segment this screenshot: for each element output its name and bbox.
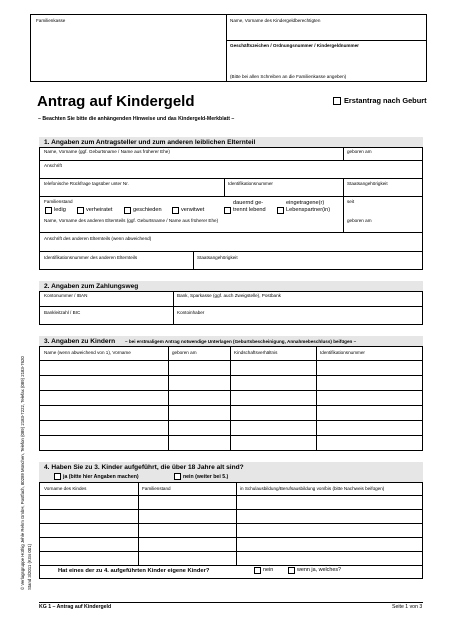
s4-row-line (39, 509, 423, 510)
s1-id-label: Identifikationsnummer (228, 181, 273, 186)
s1-familienstand-label: Familienstand (44, 199, 73, 204)
s1-id-anderer-label: Identifikationsnummer des anderen Elternteils (44, 255, 138, 260)
s3-col-geboren: geboren am (172, 350, 197, 355)
fs-ledig-checkbox[interactable] (45, 207, 52, 214)
section3-title: 3. Angaben zu Kindern (44, 337, 116, 345)
fs-lebenspartner-label-2: Lebenspartner(in) (286, 207, 331, 213)
header-row-line (226, 40, 427, 41)
s4-q-ja-checkbox[interactable] (288, 567, 295, 574)
s1-name-label: Name, Vorname (ggf. Geburtsname / Name aus früherer Ehe) (44, 149, 170, 154)
fs-dauernd-label-1: dauernd ge- (233, 200, 264, 206)
s4-row-line (39, 565, 423, 566)
section1-title: 1. Angaben zum Antragsteller und zum anderen leiblichen Elternteil (44, 138, 256, 146)
erstantrag-label: Erstantrag nach Geburt (344, 96, 427, 105)
s1-line1 (39, 160, 423, 161)
s1-anschrift-anderer-label: Anschrift des anderen Elternteils (wenn abweichend) (44, 236, 152, 241)
section1-header (39, 137, 423, 148)
s4-nein-checkbox[interactable] (174, 473, 181, 480)
header-divider (226, 14, 227, 82)
fs-geschieden-label: geschieden (133, 207, 162, 213)
s2-iban-label: Kontonummer / IBAN (44, 293, 88, 298)
section3-note: – bei erstmaligem Antrag notwendige Unterlagen (Geburtsbescheinigung, Annahmebeschluss) beifügen – (125, 339, 357, 344)
s4-row-line (39, 537, 423, 538)
s2-bank-label: Bank, Sparkasse (ggf. auch Zweigstelle), Postbank (177, 293, 281, 298)
berechtigter-input[interactable] (228, 24, 425, 39)
fs-geschieden-checkbox[interactable] (124, 207, 131, 214)
s1-v2 (224, 178, 225, 196)
s2-inhaber-label: Kontoinhaber (177, 310, 205, 315)
s1-v4 (343, 196, 344, 232)
s4-ja-label: ja (bitte hier Angaben machen) (63, 474, 139, 480)
s1-name-anderer-label: Name, Vorname des anderen Elternteils (ggf. Geburtsname / Name aus früherer Ehe) (44, 218, 219, 223)
geschaeftszeichen-hint: (Bitte bei allen Schreiben an die Familienkasse angeben) (230, 74, 347, 79)
fs-dauernd-checkbox[interactable] (224, 207, 231, 214)
s3-col-name: Name (wenn abweichend von 1), Vorname (44, 350, 131, 355)
s1-staat2-label: Staatsangehörigkeit (197, 255, 238, 260)
fs-verheiratet-checkbox[interactable] (77, 207, 84, 214)
s2-blz-label: Bankleitzahl / BIC (44, 310, 81, 315)
s3-row-line (39, 435, 423, 436)
fs-dauernd-label-2: trennt lebend (233, 207, 266, 213)
section2-header (39, 281, 423, 292)
s1-line2 (39, 178, 423, 179)
page-title: Antrag auf Kindergeld (37, 93, 195, 110)
footer-right: Seite 1 von 3 (392, 604, 423, 610)
s1-v3 (343, 178, 344, 196)
geschaeftszeichen-label: Geschäftszeichen / Ordnungsnummer / Kindergeldnummer (230, 43, 359, 48)
fs-ledig-label: ledig (54, 207, 66, 213)
s4-col-ausbildung: in Schulausbildung/Berufsausbildung von/bis (bitte Nachweis beifügen) (240, 486, 385, 491)
s3-row-line (39, 360, 423, 361)
s1-telefon-label: telefonische Rückfrage tagsüber unter Nr. (44, 181, 129, 186)
geschaeftszeichen-input[interactable] (228, 50, 425, 72)
fs-lebenspartner-checkbox[interactable] (277, 207, 284, 214)
s4-row-line (39, 495, 423, 496)
s4-question: Hat eines der zu 4. aufgeführten Kinder eigene Kinder? (58, 568, 210, 574)
s4-q-ja-label: wenn ja, welches? (297, 567, 342, 573)
footer-rule (39, 602, 423, 603)
s3-row-line (39, 375, 423, 376)
s1-v1 (343, 148, 344, 160)
s2-line1 (39, 306, 423, 307)
s4-q-nein-checkbox[interactable] (254, 567, 261, 574)
fs-lebenspartner-label-1: eingetragene(r) (286, 200, 325, 206)
s3-row-line (39, 390, 423, 391)
s4-nein-label: nein (weiter bei 5.) (183, 474, 229, 480)
s1-geboren-label: geboren am (347, 149, 372, 154)
s1-line3 (39, 196, 423, 197)
familienkasse-input[interactable] (32, 24, 224, 80)
erstantrag-checkbox[interactable] (333, 97, 341, 105)
berechtigter-label: Name, Vorname des Kindergeldberechtigten (230, 18, 321, 23)
s3-row-line (39, 420, 423, 421)
s1-staat-label: Staatsangehörigkeit (347, 181, 388, 186)
s3-col-kindschaft: Kindschaftsverhältnis (234, 350, 278, 355)
familienkasse-label: Familienkasse (36, 18, 66, 23)
s1-seit-label: seit (347, 199, 355, 204)
section3-header (39, 336, 423, 347)
s4-q-nein-label: nein (263, 567, 274, 573)
fs-verwitwet-label: verwitwet (181, 207, 205, 213)
s4-col-vorname: Vorname des Kindes (44, 486, 87, 491)
sidebar-stand: Stand 3/2011 (KGs 001) (27, 543, 32, 590)
s4-row-line (39, 551, 423, 552)
fs-verwitwet-checkbox[interactable] (172, 207, 179, 214)
s3-row-line (39, 405, 423, 406)
fs-verheiratet-label: verheiratet (86, 207, 113, 213)
s4-row-line (39, 523, 423, 524)
sidebar-copyright: © Verlagsgruppe Hüthig Jehle Rehm GmbH, Postfach, 80289 München, Telefon (089) 2183-7222, Telefax (089) 2183-7620 (20, 356, 25, 590)
s4-col-familienstand: Familienstand (142, 486, 171, 491)
s3-col-id: Identifikationsnummer (320, 350, 365, 355)
s1-line5 (39, 251, 423, 252)
subtitle: – Beachten Sie bitte die anhängenden Hinweise und das Kindergeld-Merkblatt – (38, 116, 235, 122)
s2-v1 (173, 292, 174, 325)
s4-ja-checkbox[interactable] (54, 473, 61, 480)
footer-left: KG 1 – Antrag auf Kindergeld (39, 604, 112, 610)
s1-v5 (193, 251, 194, 270)
s1-anschrift-label: Anschrift (44, 163, 62, 168)
section4-title: 4. Haben Sie zu 3. Kinder aufgeführt, die über 18 Jahre alt sind? (44, 464, 244, 471)
section2-title: 2. Angaben zum Zahlungsweg (44, 282, 139, 290)
s1-line4 (39, 232, 423, 233)
s1-geboren2-label: geboren am (347, 218, 372, 223)
